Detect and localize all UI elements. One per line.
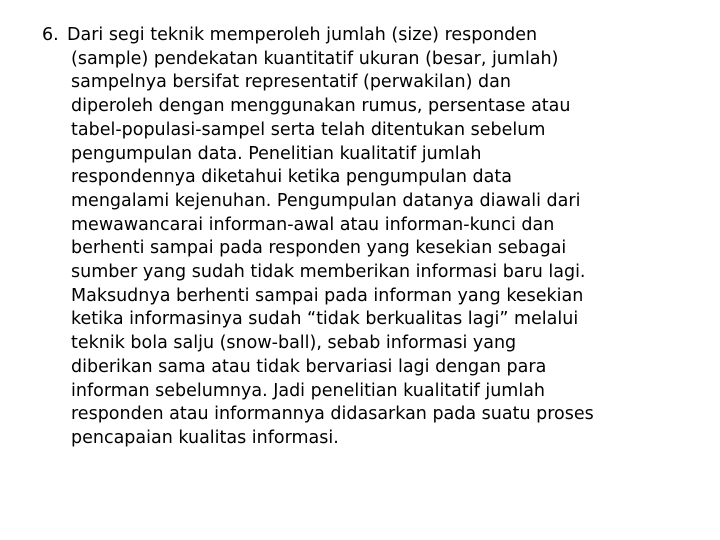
paragraph-line: pencapaian kualitas informasi. (71, 427, 339, 448)
paragraph-line: diberikan sama atau tidak bervariasi lagi dengan para (71, 356, 547, 377)
paragraph-line: Dari segi teknik memperoleh jumlah (size) responden (67, 25, 538, 45)
paragraph-line: respondennya diketahui ketika pengumpulan data (71, 167, 512, 188)
paragraph-line: pengumpulan data. Penelitian kualitatif jumlah (71, 143, 482, 164)
numbered-paragraph (42, 24, 682, 451)
paragraph-line: teknik bola salju (snow-ball), sebab informasi yang (71, 333, 517, 354)
paragraph-line: tabel-populasi-sampel serta telah ditentukan sebelum (71, 119, 546, 140)
paragraph-line: responden atau informannya didasarkan pada suatu proses (71, 404, 594, 425)
paragraph-line: diperoleh dengan menggunakan rumus, persentase atau (71, 96, 571, 117)
paragraph-line: informan sebelumnya. Jadi penelitian kualitatif jumlah (71, 380, 546, 401)
paragraph-line: sampelnya bersifat representatif (perwakilan) dan (71, 72, 511, 93)
paragraph-line: berhenti sampai pada responden yang kesekian sebagai (71, 238, 567, 259)
paragraph-line: mewawancarai informan-awal atau informan-kunci dan (71, 214, 555, 235)
paragraph-line: sumber yang sudah tidak memberikan informasi baru lagi. (71, 262, 586, 283)
item-number: 6. (42, 25, 59, 45)
paragraph-line: (sample) pendekatan kuantitatif ukuran (besar, jumlah) (71, 48, 559, 69)
paragraph-line: ketika informasinya sudah “tidak berkualitas lagi” melalui (71, 309, 579, 330)
paragraph-line: mengalami kejenuhan. Pengumpulan datanya diawali dari (71, 190, 581, 211)
paragraph-line: Maksudnya berhenti sampai pada informan yang kesekian (71, 285, 584, 306)
